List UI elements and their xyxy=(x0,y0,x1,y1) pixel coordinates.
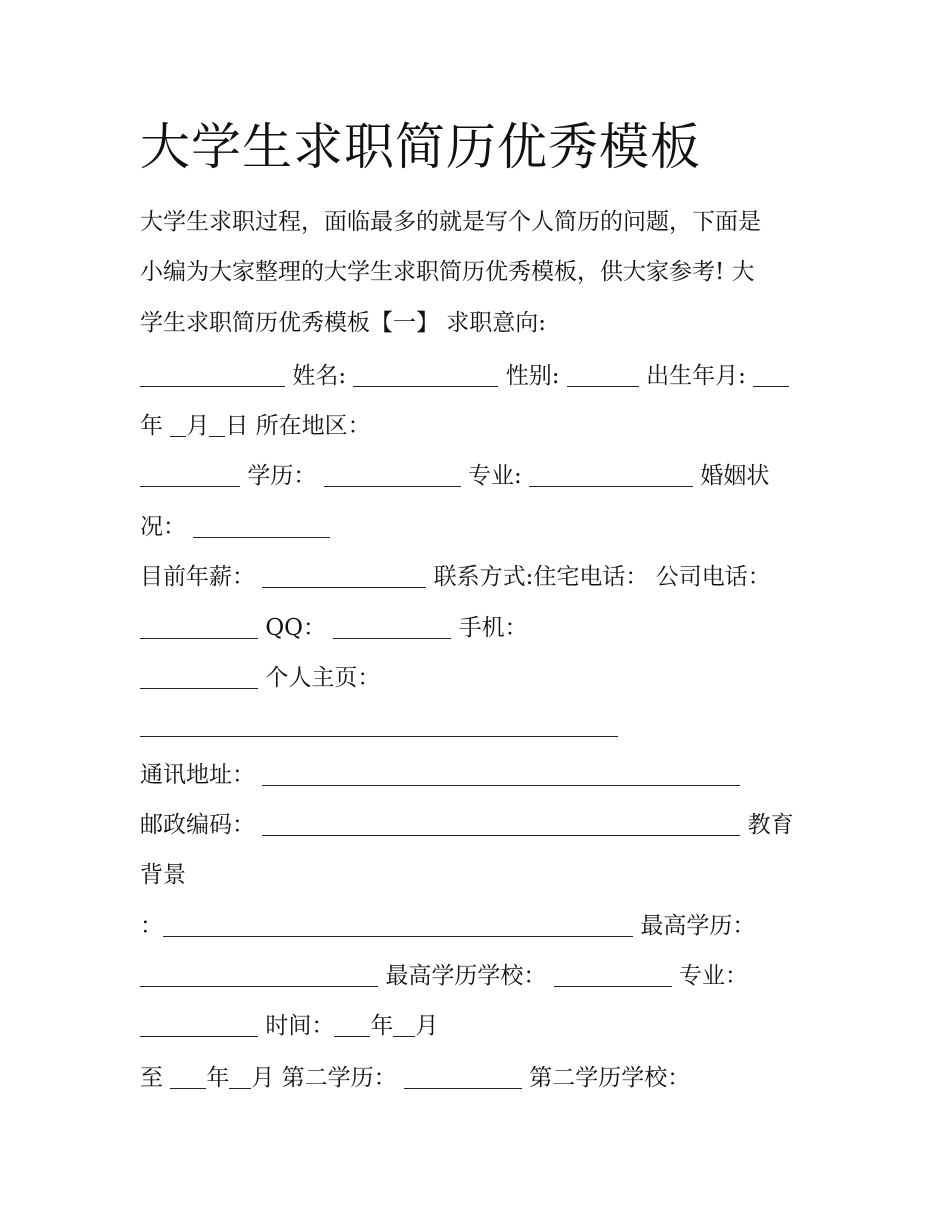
blank-address xyxy=(262,761,740,786)
label-gender: 性别: xyxy=(505,363,560,389)
form-line-salary xyxy=(140,559,771,595)
label-time: 时间： xyxy=(265,1013,335,1039)
blank-field xyxy=(140,362,285,387)
blank-highest-school xyxy=(554,962,672,987)
label-second-edu: 第二学历： xyxy=(281,1065,397,1091)
blank-qq xyxy=(333,614,451,639)
form-line-edu-bg xyxy=(140,857,186,893)
intro-line-2: 小编为大家整理的大学生求职简历优秀模板，供大家参考! 大 xyxy=(140,259,755,285)
label-salary: 目前年薪： xyxy=(140,564,255,590)
label-to-month: 月 xyxy=(251,1065,275,1091)
form-line-highest-school xyxy=(140,958,748,994)
blank-to-year xyxy=(170,1064,206,1089)
form-line-highest-edu xyxy=(140,908,755,944)
label-second-school: 第二学历学校： xyxy=(529,1065,691,1091)
blank-company-phone xyxy=(140,614,258,639)
form-line-address xyxy=(140,757,740,793)
blank-marital xyxy=(193,513,330,538)
label-to-year: 年 xyxy=(206,1065,230,1091)
label-marital-1: 婚姻状 xyxy=(700,463,770,489)
label-month: 月 xyxy=(186,413,210,439)
form-line-marital xyxy=(140,509,330,545)
label-education: 学历： xyxy=(247,463,317,489)
form-line-education xyxy=(140,458,769,494)
label-major-2: 专业： xyxy=(678,963,748,989)
label-birth: 出生年月: xyxy=(646,363,746,389)
blank-education xyxy=(324,462,461,487)
blank-to-month xyxy=(229,1064,251,1089)
intro-line-3: 学生求职简历优秀模板【一】 求职意向: xyxy=(140,310,547,336)
form-line-time xyxy=(140,1008,438,1044)
form-line-second-edu xyxy=(140,1060,690,1096)
label-address: 通讯地址： xyxy=(140,762,255,788)
document-title: 大学生求职简历优秀模板 xyxy=(140,118,701,176)
label-colon: ： xyxy=(140,913,163,939)
label-homepage: 个人主页： xyxy=(265,665,381,691)
blank-time-month xyxy=(393,1012,415,1037)
blank-major xyxy=(529,462,693,487)
label-home-phone: 住宅电话： xyxy=(533,564,649,590)
label-time-year: 年 xyxy=(370,1013,394,1039)
form-line-qq xyxy=(140,610,528,646)
label-contact: 联系方式: xyxy=(433,564,534,590)
label-company-phone: 公司电话： xyxy=(655,564,771,590)
label-mobile: 手机： xyxy=(458,615,528,641)
blank-postcode xyxy=(262,811,740,836)
blank-gender xyxy=(567,362,639,387)
label-postcode: 邮政编码： xyxy=(140,812,255,838)
blank-second-edu xyxy=(404,1064,522,1089)
blank-birth xyxy=(753,362,789,387)
label-name: 姓名: xyxy=(292,363,347,389)
label-highest-edu: 最高学历： xyxy=(640,913,756,939)
label-highest-school: 最高学历学校： xyxy=(385,963,547,989)
blank-region xyxy=(140,462,240,487)
blank-month xyxy=(170,412,186,437)
label-year: 年 xyxy=(140,413,163,439)
form-line-postcode xyxy=(140,807,794,843)
blank-name xyxy=(353,362,498,387)
form-line-name xyxy=(140,358,789,394)
label-region: 所在地区： xyxy=(255,413,371,439)
form-line-homepage xyxy=(140,660,380,696)
blank-salary xyxy=(262,563,426,588)
label-day: 日 xyxy=(225,413,249,439)
form-line-homepage-blank xyxy=(140,708,618,744)
blank-highest-edu xyxy=(140,962,378,987)
blank-homepage xyxy=(140,712,618,737)
label-edu-bg-2: 背景 xyxy=(140,862,186,888)
blank-day xyxy=(209,412,225,437)
label-to: 至 xyxy=(140,1065,163,1091)
blank-major-2 xyxy=(140,1012,258,1037)
blank-mobile xyxy=(140,664,258,689)
label-marital-2: 况： xyxy=(140,514,186,540)
intro-line-1: 大学生求职过程，面临最多的就是写个人简历的问题，下面是 xyxy=(140,209,761,235)
blank-time-year xyxy=(334,1012,370,1037)
label-time-month: 月 xyxy=(415,1013,439,1039)
label-qq: QQ： xyxy=(265,615,327,641)
form-line-date xyxy=(140,408,371,444)
label-major: 专业: xyxy=(467,463,522,489)
blank-edu-bg xyxy=(163,912,633,937)
label-edu-bg-1: 教育 xyxy=(747,812,794,838)
